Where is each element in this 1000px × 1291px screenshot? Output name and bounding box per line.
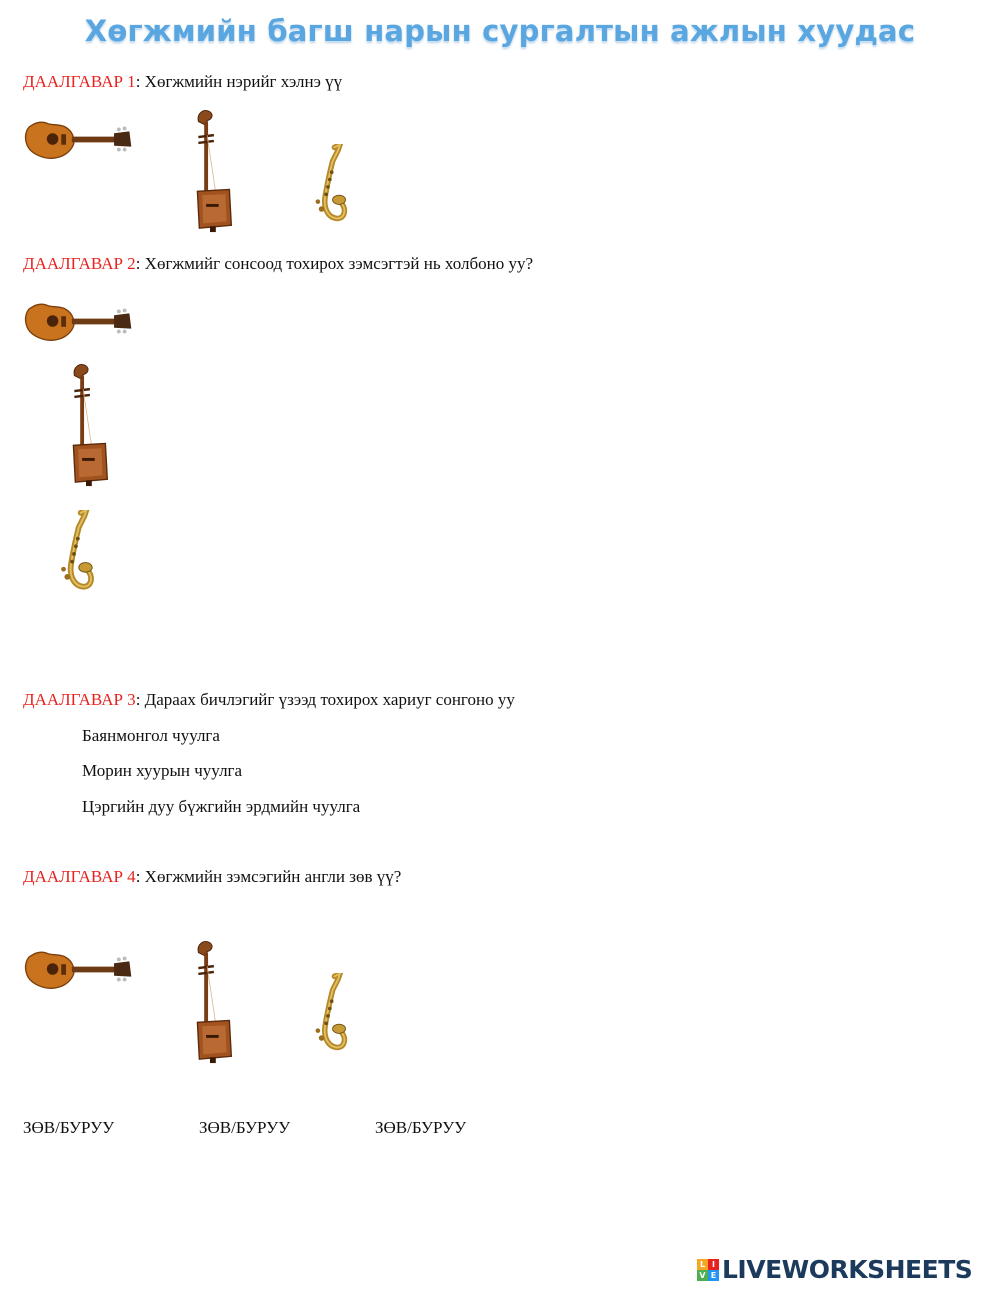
- guitar-image[interactable]: [23, 115, 135, 163]
- liveworksheets-logo[interactable]: [697, 1255, 972, 1284]
- morin-khuur-image[interactable]: [179, 108, 241, 234]
- saxophone-icon: [305, 973, 351, 1057]
- liveworksheets-logo-icon: [697, 1259, 719, 1281]
- task-4-label: ДААЛГАВАР 4: [23, 867, 136, 886]
- morin-khuur-icon: [54, 362, 118, 488]
- page-title: Хөгжмийн багш нарын сургалтын ажлын хуудас: [84, 14, 916, 48]
- logo-letter-e: E: [708, 1270, 719, 1281]
- task-1-text: : Хөгжмийн нэрийг хэлнэ үү: [135, 72, 343, 91]
- task-2-text: : Хөгжмийг сонсоод тохирох зэмсэгтэй нь холбоно уу?: [135, 254, 534, 273]
- saxophone-image: [305, 973, 351, 1057]
- logo-letter-v: V: [697, 1270, 708, 1281]
- guitar-icon: [23, 945, 135, 993]
- task-2-label: ДААЛГАВАР 2: [23, 254, 136, 273]
- task-3-option[interactable]: Баянмонгол чуулга: [82, 726, 220, 745]
- saxophone-icon: [305, 144, 351, 228]
- true-false-answer-1[interactable]: ЗӨВ/БУРУУ: [23, 1118, 115, 1137]
- morin-khuur-image[interactable]: [54, 362, 118, 488]
- task-3-text: : Дараах бичлэгийг үзээд тохирох хариуг сонгоно уу: [135, 690, 515, 709]
- morin-khuur-icon: [179, 939, 241, 1065]
- task-3-option[interactable]: Морин хуурын чуулга: [82, 761, 243, 780]
- logo-letter-l: L: [697, 1259, 708, 1270]
- true-false-answer-2[interactable]: ЗӨВ/БУРУУ: [199, 1118, 291, 1137]
- task-4-heading: [23, 867, 401, 887]
- liveworksheets-brand: LIVEWORKSHEETS: [722, 1255, 973, 1284]
- guitar-icon: [23, 297, 135, 345]
- saxophone-image[interactable]: [50, 510, 98, 596]
- task-2-heading: [23, 254, 533, 274]
- logo-letter-i: I: [708, 1259, 719, 1270]
- task-3-option[interactable]: Цэргийн дуу бүжгийн эрдмийн чуулга: [82, 797, 361, 816]
- morin-khuur-icon: [179, 108, 241, 234]
- task-1-heading: [23, 72, 342, 92]
- task-4-text: : Хөгжмийн зэмсэгийн англи зөв үү?: [135, 867, 402, 886]
- guitar-image[interactable]: [23, 297, 135, 345]
- guitar-icon: [23, 115, 135, 163]
- true-false-answer-3[interactable]: ЗӨВ/БУРУУ: [375, 1118, 467, 1137]
- saxophone-icon: [50, 510, 98, 596]
- task-3-label: ДААЛГАВАР 3: [23, 690, 136, 709]
- saxophone-image[interactable]: [305, 144, 351, 228]
- task-3-heading: [23, 690, 515, 710]
- morin-khuur-image: [179, 939, 241, 1065]
- task-1-label: ДААЛГАВАР 1: [23, 72, 136, 91]
- guitar-image: [23, 945, 135, 993]
